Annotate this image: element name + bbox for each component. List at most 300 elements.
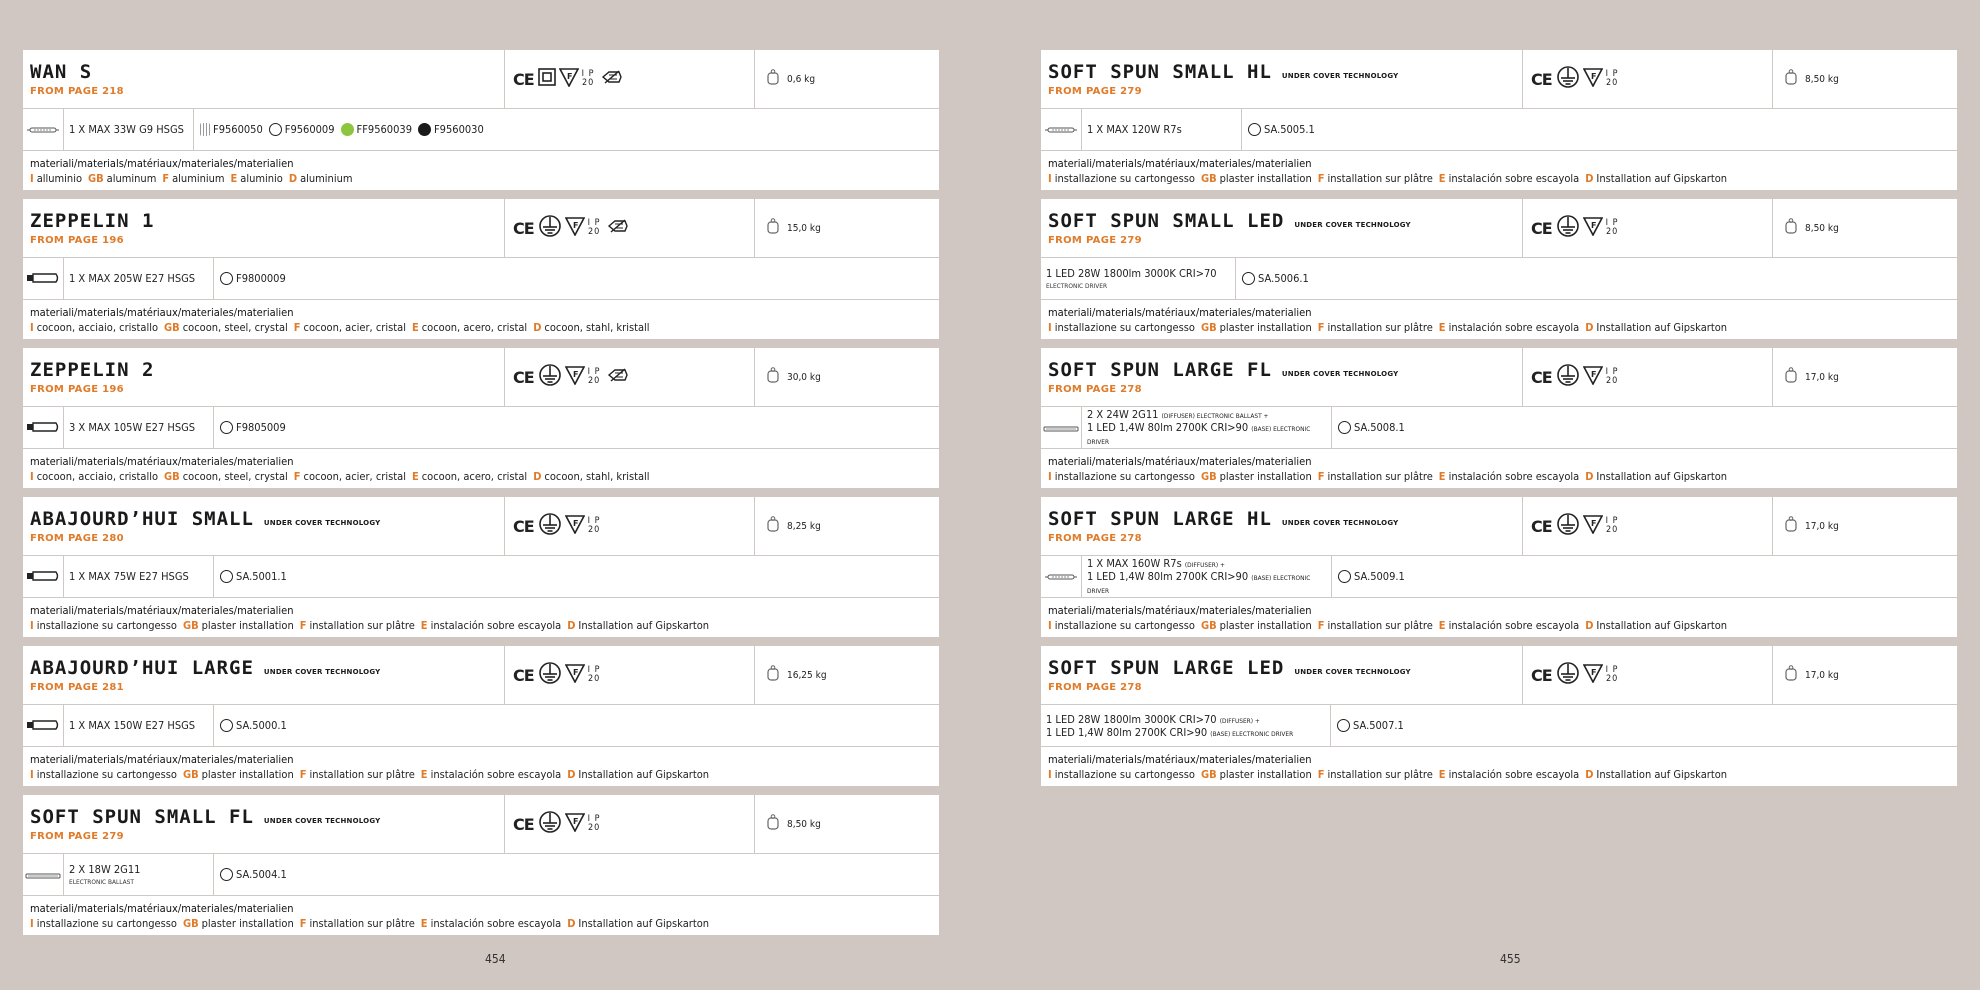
ce-mark: CE bbox=[513, 367, 534, 387]
language-code: E bbox=[1438, 768, 1446, 781]
article-code: F9560009 bbox=[284, 123, 335, 136]
under-cover-label: UNDER COVER TECHNOLOGY bbox=[1281, 72, 1399, 80]
language-code: F bbox=[1317, 768, 1325, 781]
material-text: installazione su cartongesso bbox=[36, 917, 177, 930]
language-code: GB bbox=[182, 917, 199, 930]
materials-list bbox=[1048, 768, 1957, 781]
material-text: cocoon, steel, crystal bbox=[182, 470, 288, 483]
ce-mark: CE bbox=[1531, 516, 1552, 536]
under-cover-label: UNDER COVER TECHNOLOGY bbox=[1294, 221, 1411, 229]
ip-label: I P bbox=[581, 69, 595, 79]
materials-heading: materiali/materials/matériaux/materiales/materialien bbox=[1048, 604, 1312, 617]
product-card bbox=[1041, 497, 1957, 637]
material-text: instalación sobre escayola bbox=[430, 768, 562, 781]
under-cover-label: UNDER COVER TECHNOLOGY bbox=[263, 519, 381, 527]
certification-marks bbox=[505, 646, 755, 704]
ip-label: I P bbox=[1605, 218, 1619, 228]
finish-option[interactable] bbox=[341, 123, 412, 136]
language-code: F bbox=[162, 172, 170, 185]
language-code: I bbox=[30, 768, 34, 781]
certification-marks bbox=[1523, 646, 1773, 704]
ce-mark: CE bbox=[513, 69, 534, 89]
language-code: D bbox=[1585, 470, 1594, 483]
language-code: E bbox=[411, 470, 419, 483]
language-code: D bbox=[1585, 321, 1594, 334]
material-text: installazione su cartongesso bbox=[36, 619, 177, 632]
materials-list bbox=[1048, 321, 1957, 334]
lamp-description bbox=[1082, 556, 1332, 597]
materials-list bbox=[1048, 470, 1957, 483]
ip-rating bbox=[588, 368, 601, 386]
language-code: I bbox=[1048, 470, 1052, 483]
language-code: GB bbox=[88, 172, 104, 185]
svg-text:F: F bbox=[572, 370, 579, 379]
from-page-link[interactable]: FROM PAGE 196 bbox=[30, 384, 124, 395]
lamp-description bbox=[1041, 258, 1236, 299]
ip-rating bbox=[1606, 368, 1619, 386]
language-code: D bbox=[1585, 172, 1594, 185]
earth-icon bbox=[1556, 662, 1580, 688]
lamp-spec-note: ELECTRONIC BALLAST bbox=[69, 878, 134, 886]
lamp-description bbox=[64, 407, 214, 448]
lamp-spec: 1 X MAX 205W E27 HSGS bbox=[69, 272, 196, 285]
materials-heading: materiali/materials/matériaux/materiales/materialien bbox=[30, 604, 294, 617]
product-card bbox=[1041, 199, 1957, 339]
materials-heading: materiali/materials/matériaux/materiales/materialien bbox=[1048, 157, 1312, 170]
lamp-spec: 1 X MAX 120W R7s bbox=[1087, 123, 1182, 136]
finish-option[interactable] bbox=[1242, 272, 1309, 285]
article-code: F9560030 bbox=[433, 123, 484, 136]
material-text: cocoon, acciaio, cristallo bbox=[36, 321, 159, 334]
article-code: SA.5006.1 bbox=[1258, 272, 1309, 285]
language-code: F bbox=[1317, 619, 1325, 632]
material-text: installazione su cartongesso bbox=[1054, 470, 1195, 483]
under-cover-label: UNDER COVER TECHNOLOGY bbox=[1281, 370, 1399, 378]
certification-marks bbox=[505, 795, 755, 853]
materials-list bbox=[1048, 619, 1957, 632]
svg-text:F: F bbox=[566, 72, 573, 81]
product-card bbox=[23, 199, 939, 339]
weight-icon bbox=[1785, 516, 1797, 536]
material-text: installazione su cartongesso bbox=[1054, 172, 1195, 185]
material-text: aluminium bbox=[172, 172, 225, 185]
lamp-spec-note: (BASE) ELECTRONIC DRIVER bbox=[1087, 425, 1311, 446]
language-code: D bbox=[567, 619, 576, 632]
certification-marks bbox=[1523, 50, 1773, 108]
tilted-f-icon bbox=[559, 67, 579, 91]
product-name: SOFT SPUN SMALL HL bbox=[1048, 61, 1272, 83]
language-code: I bbox=[30, 321, 34, 334]
finish-option[interactable] bbox=[418, 123, 484, 136]
material-text: installazione su cartongesso bbox=[1054, 321, 1195, 334]
weight-icon bbox=[1785, 218, 1797, 238]
ip-value: 20 bbox=[1605, 674, 1619, 684]
ip-label: I P bbox=[587, 218, 601, 228]
product-name: SOFT SPUN LARGE FL bbox=[1048, 359, 1272, 381]
finish-option[interactable] bbox=[200, 123, 263, 136]
tilted-f-icon bbox=[1583, 663, 1603, 687]
language-code: D bbox=[288, 172, 298, 185]
finish-swatch-icon bbox=[1337, 719, 1350, 732]
page-number-left: 454 bbox=[485, 952, 506, 966]
material-text: installation sur plâtre bbox=[309, 917, 415, 930]
lamp-description bbox=[1041, 705, 1331, 746]
product-card bbox=[23, 497, 939, 637]
lamp-type-icon bbox=[23, 407, 64, 448]
language-code: F bbox=[299, 917, 307, 930]
material-text: instalación sobre escayola bbox=[1448, 470, 1580, 483]
weight-icon bbox=[767, 218, 779, 238]
product-name: SOFT SPUN SMALL LED bbox=[1048, 210, 1285, 232]
certification-marks bbox=[505, 50, 755, 108]
material-text: installation sur plâtre bbox=[1327, 619, 1433, 632]
materials-list bbox=[30, 172, 939, 185]
ip-label: I P bbox=[587, 814, 601, 824]
finish-option[interactable] bbox=[220, 868, 287, 881]
earth-icon bbox=[1556, 364, 1580, 390]
material-text: cocoon, acero, cristal bbox=[421, 470, 528, 483]
material-text: Installation auf Gipskarton bbox=[1596, 470, 1728, 483]
material-text: installation sur plâtre bbox=[1327, 172, 1433, 185]
tube-lamp-icon bbox=[1044, 567, 1078, 586]
ip-rating bbox=[1606, 219, 1619, 237]
language-code: F bbox=[1317, 470, 1325, 483]
language-code: F bbox=[299, 768, 307, 781]
tilted-f-icon bbox=[1583, 67, 1603, 91]
from-page-link[interactable]: FROM PAGE 278 bbox=[1048, 533, 1142, 544]
ip-value: 20 bbox=[587, 376, 601, 386]
language-code: D bbox=[1585, 768, 1594, 781]
materials-heading: materiali/materials/matériaux/materiales/materialien bbox=[1048, 753, 1312, 766]
language-code: D bbox=[533, 321, 542, 334]
language-code: GB bbox=[1200, 470, 1217, 483]
ip-label: I P bbox=[587, 516, 601, 526]
product-card bbox=[1041, 50, 1957, 190]
from-page-link[interactable]: FROM PAGE 278 bbox=[1048, 384, 1142, 395]
bulb-lamp-icon bbox=[26, 418, 60, 437]
bulb-lamp-icon bbox=[26, 567, 60, 586]
material-text: cocoon, stahl, kristall bbox=[544, 470, 650, 483]
material-text: aluminium bbox=[300, 172, 353, 185]
lamp-spec-note: (DIFFUSER) ELECTRONIC BALLAST + bbox=[1161, 412, 1269, 420]
from-page-link[interactable]: FROM PAGE 280 bbox=[30, 533, 124, 544]
tilted-f-icon bbox=[565, 365, 585, 389]
language-code: GB bbox=[164, 321, 180, 334]
lamp-type-icon bbox=[1041, 109, 1082, 150]
weight-value: 8,25 kg bbox=[787, 520, 821, 532]
ip-rating bbox=[582, 70, 595, 88]
lamp-description bbox=[64, 854, 214, 895]
language-code: D bbox=[567, 917, 576, 930]
material-text: plaster installation bbox=[1219, 768, 1312, 781]
product-card bbox=[23, 795, 939, 935]
certification-marks bbox=[1523, 199, 1773, 257]
svg-text:F: F bbox=[1590, 72, 1597, 81]
material-text: Installation auf Gipskarton bbox=[578, 917, 710, 930]
tilted-f-icon bbox=[1583, 365, 1603, 389]
ce-mark: CE bbox=[1531, 218, 1552, 238]
material-text: cocoon, acero, cristal bbox=[421, 321, 528, 334]
material-text: installazione su cartongesso bbox=[1054, 619, 1195, 632]
ip-value: 20 bbox=[1605, 376, 1619, 386]
material-text: cocoon, acier, cristal bbox=[303, 321, 406, 334]
product-card bbox=[1041, 348, 1957, 488]
lamp-description bbox=[64, 705, 214, 746]
weight-icon bbox=[767, 814, 779, 834]
lamp-spec: 2 X 18W 2G11 bbox=[69, 863, 141, 876]
certification-marks bbox=[505, 199, 755, 257]
material-text: instalación sobre escayola bbox=[1448, 172, 1580, 185]
tube-lamp-icon bbox=[26, 120, 60, 139]
materials-list bbox=[30, 470, 939, 483]
finish-swatch-icon bbox=[220, 719, 233, 732]
materials-list bbox=[30, 917, 939, 930]
under-cover-label: UNDER COVER TECHNOLOGY bbox=[1294, 668, 1411, 676]
svg-text:F: F bbox=[572, 519, 579, 528]
finish-option[interactable] bbox=[220, 719, 287, 732]
materials-list bbox=[30, 768, 939, 781]
article-code: SA.5007.1 bbox=[1353, 719, 1404, 732]
language-code: E bbox=[1438, 321, 1446, 334]
language-code: D bbox=[567, 768, 576, 781]
language-code: I bbox=[30, 470, 34, 483]
lamp-description bbox=[1082, 109, 1242, 150]
finish-option[interactable] bbox=[220, 421, 286, 434]
material-text: Installation auf Gipskarton bbox=[1596, 321, 1728, 334]
weight-icon bbox=[1785, 665, 1797, 685]
language-code: GB bbox=[1200, 768, 1217, 781]
tilted-f-icon bbox=[1583, 216, 1603, 240]
ce-mark: CE bbox=[513, 665, 534, 685]
language-code: I bbox=[30, 172, 34, 185]
language-code: E bbox=[420, 768, 428, 781]
ip-value: 20 bbox=[587, 823, 601, 833]
from-page-link[interactable]: FROM PAGE 279 bbox=[1048, 86, 1142, 97]
lamp-spec: 1 LED 1,4W 80lm 2700K CRI>90 bbox=[1087, 570, 1252, 583]
language-code: F bbox=[1317, 172, 1325, 185]
product-name: ZEPPELIN 1 bbox=[30, 210, 155, 232]
weight-icon bbox=[767, 665, 779, 685]
lamp-description bbox=[64, 556, 214, 597]
lamp-spec-note: ELECTRONIC DRIVER bbox=[1046, 282, 1108, 290]
product-name: WAN S bbox=[30, 61, 93, 83]
material-text: cocoon, acier, cristal bbox=[303, 470, 406, 483]
ip-rating bbox=[588, 219, 601, 237]
finish-option[interactable] bbox=[1338, 570, 1405, 583]
language-code: E bbox=[1438, 172, 1446, 185]
product-name: ZEPPELIN 2 bbox=[30, 359, 155, 381]
lamp-type-icon bbox=[23, 109, 64, 150]
language-code: I bbox=[30, 619, 34, 632]
certification-marks bbox=[1523, 497, 1773, 555]
language-code: E bbox=[230, 172, 238, 185]
materials-list bbox=[1048, 172, 1957, 185]
svg-text:F: F bbox=[1590, 370, 1597, 379]
lamp-spec-note: (BASE) ELECTRONIC DRIVER bbox=[1087, 574, 1311, 595]
finish-swatch-icon bbox=[220, 570, 233, 583]
material-text: plaster installation bbox=[201, 917, 294, 930]
finish-option[interactable] bbox=[1337, 719, 1404, 732]
lamp-spec: 1 LED 1,4W 80lm 2700K CRI>90 bbox=[1087, 421, 1252, 434]
ce-mark: CE bbox=[1531, 665, 1552, 685]
finish-swatch-icon bbox=[220, 421, 233, 434]
lamp-description bbox=[64, 109, 194, 150]
article-code: SA.5005.1 bbox=[1264, 123, 1315, 136]
lamp-spec: 1 LED 28W 1800lm 3000K CRI>70 bbox=[1046, 267, 1217, 280]
svg-text:F: F bbox=[1590, 668, 1597, 677]
finish-option[interactable] bbox=[269, 123, 335, 136]
from-page-link[interactable]: FROM PAGE 279 bbox=[1048, 235, 1142, 246]
earth-icon bbox=[538, 662, 562, 688]
material-text: alluminio bbox=[36, 172, 82, 185]
earth-icon bbox=[1556, 215, 1580, 241]
lamp-type-icon bbox=[23, 556, 64, 597]
language-code: GB bbox=[182, 768, 199, 781]
weight-value: 17,0 kg bbox=[1805, 371, 1839, 383]
lamp-spec: 1 X MAX 160W R7s bbox=[1087, 557, 1185, 570]
ce-mark: CE bbox=[1531, 367, 1552, 387]
language-code: F bbox=[1317, 321, 1325, 334]
finish-option[interactable] bbox=[220, 272, 286, 285]
material-text: Installation auf Gipskarton bbox=[1596, 768, 1728, 781]
materials-heading: materiali/materials/matériaux/materiales/materialien bbox=[30, 455, 294, 468]
right-page bbox=[1041, 50, 1957, 795]
from-page-link[interactable]: FROM PAGE 218 bbox=[30, 86, 124, 97]
product-card bbox=[1041, 646, 1957, 786]
tilted-f-icon bbox=[565, 514, 585, 538]
article-code: SA.5008.1 bbox=[1354, 421, 1405, 434]
weight-icon bbox=[1785, 69, 1797, 89]
material-text: plaster installation bbox=[1219, 321, 1312, 334]
finish-swatch-icon bbox=[1338, 421, 1351, 434]
material-text: Installation auf Gipskarton bbox=[1596, 619, 1728, 632]
finish-option[interactable] bbox=[1338, 421, 1405, 434]
materials-heading: materiali/materials/matériaux/materiales/materialien bbox=[30, 306, 294, 319]
lamp-type-icon bbox=[1041, 407, 1082, 448]
tilted-f-icon bbox=[565, 663, 585, 687]
ce-mark: CE bbox=[513, 814, 534, 834]
article-code: SA.5000.1 bbox=[236, 719, 287, 732]
language-code: I bbox=[1048, 172, 1052, 185]
from-page-link[interactable]: FROM PAGE 281 bbox=[30, 682, 124, 693]
lamp-type-icon bbox=[23, 705, 64, 746]
language-code: F bbox=[293, 470, 301, 483]
lamp-type-icon bbox=[1041, 556, 1082, 597]
weight-value: 8,50 kg bbox=[1805, 222, 1839, 234]
earth-icon bbox=[538, 215, 562, 241]
weight-value: 15,0 kg bbox=[787, 222, 821, 234]
earth-icon bbox=[538, 513, 562, 539]
ip-rating bbox=[1606, 517, 1619, 535]
lamp-spec-note: (BASE) ELECTRONIC DRIVER bbox=[1210, 729, 1294, 738]
product-name: ABAJOURD’HUI LARGE bbox=[30, 657, 254, 679]
material-text: plaster installation bbox=[1219, 619, 1312, 632]
material-text: instalación sobre escayola bbox=[430, 917, 562, 930]
material-text: aluminum bbox=[106, 172, 157, 185]
weight-value: 17,0 kg bbox=[1805, 669, 1839, 681]
bulb-lamp-icon bbox=[26, 269, 60, 288]
earth-icon bbox=[1556, 513, 1580, 539]
svg-text:F: F bbox=[1590, 519, 1597, 528]
from-page-link[interactable]: FROM PAGE 196 bbox=[30, 235, 124, 246]
lamp-description bbox=[64, 258, 214, 299]
finish-option[interactable] bbox=[1248, 123, 1315, 136]
article-code: F9560050 bbox=[213, 123, 263, 136]
language-code: E bbox=[420, 619, 428, 632]
finish-swatch-icon bbox=[269, 123, 282, 136]
finish-option[interactable] bbox=[220, 570, 287, 583]
language-code: D bbox=[533, 470, 542, 483]
language-code: E bbox=[1438, 470, 1446, 483]
language-code: F bbox=[293, 321, 301, 334]
materials-heading: materiali/materials/matériaux/materiales/materialien bbox=[1048, 455, 1312, 468]
material-text: instalación sobre escayola bbox=[1448, 321, 1580, 334]
lamp-spec: 1 X MAX 75W E27 HSGS bbox=[69, 570, 189, 583]
ip-rating bbox=[588, 815, 601, 833]
material-text: installation sur plâtre bbox=[1327, 470, 1433, 483]
tilted-f-icon bbox=[565, 812, 585, 836]
weight-icon bbox=[767, 367, 779, 387]
material-text: plaster installation bbox=[1219, 172, 1312, 185]
finish-swatch-icon bbox=[200, 123, 210, 136]
svg-text:F: F bbox=[1590, 221, 1597, 230]
crossed-lamp-icon bbox=[607, 218, 629, 238]
lamp-spec: 1 X MAX 33W G9 HSGS bbox=[69, 123, 184, 136]
ce-mark: CE bbox=[513, 516, 534, 536]
certification-marks bbox=[505, 497, 755, 555]
crossed-lamp-icon bbox=[607, 367, 629, 387]
certification-marks bbox=[1523, 348, 1773, 406]
weight-icon bbox=[767, 69, 779, 89]
fluo-lamp-icon bbox=[24, 865, 62, 884]
material-text: Installation auf Gipskarton bbox=[1596, 172, 1728, 185]
material-text: aluminio bbox=[240, 172, 283, 185]
ip-value: 20 bbox=[1605, 227, 1619, 237]
from-page-link[interactable]: FROM PAGE 279 bbox=[30, 831, 124, 842]
ip-value: 20 bbox=[587, 674, 601, 684]
left-page bbox=[23, 50, 939, 944]
material-text: instalación sobre escayola bbox=[1448, 619, 1580, 632]
article-code: F9800009 bbox=[236, 272, 286, 285]
article-code: FF9560039 bbox=[356, 123, 412, 136]
lamp-type-icon bbox=[23, 854, 64, 895]
product-name: SOFT SPUN LARGE HL bbox=[1048, 508, 1272, 530]
article-code: SA.5009.1 bbox=[1354, 570, 1405, 583]
lamp-type-icon bbox=[23, 258, 64, 299]
ip-rating bbox=[588, 517, 601, 535]
material-text: installazione su cartongesso bbox=[1054, 768, 1195, 781]
product-card bbox=[23, 348, 939, 488]
ip-label: I P bbox=[1605, 69, 1619, 79]
finish-swatch-icon bbox=[1248, 123, 1261, 136]
square-icon bbox=[538, 68, 556, 90]
materials-list bbox=[30, 619, 939, 632]
under-cover-label: UNDER COVER TECHNOLOGY bbox=[263, 817, 381, 825]
certification-marks bbox=[505, 348, 755, 406]
language-code: GB bbox=[164, 470, 180, 483]
product-name: SOFT SPUN SMALL FL bbox=[30, 806, 254, 828]
ce-mark: CE bbox=[1531, 69, 1552, 89]
from-page-link[interactable]: FROM PAGE 278 bbox=[1048, 682, 1142, 693]
weight-value: 17,0 kg bbox=[1805, 520, 1839, 532]
language-code: E bbox=[420, 917, 428, 930]
tilted-f-icon bbox=[1583, 514, 1603, 538]
fluo-lamp-icon bbox=[1042, 418, 1080, 437]
ip-label: I P bbox=[587, 367, 601, 377]
svg-text:F: F bbox=[572, 817, 579, 826]
weight-value: 30,0 kg bbox=[787, 371, 821, 383]
article-code: SA.5001.1 bbox=[236, 570, 287, 583]
